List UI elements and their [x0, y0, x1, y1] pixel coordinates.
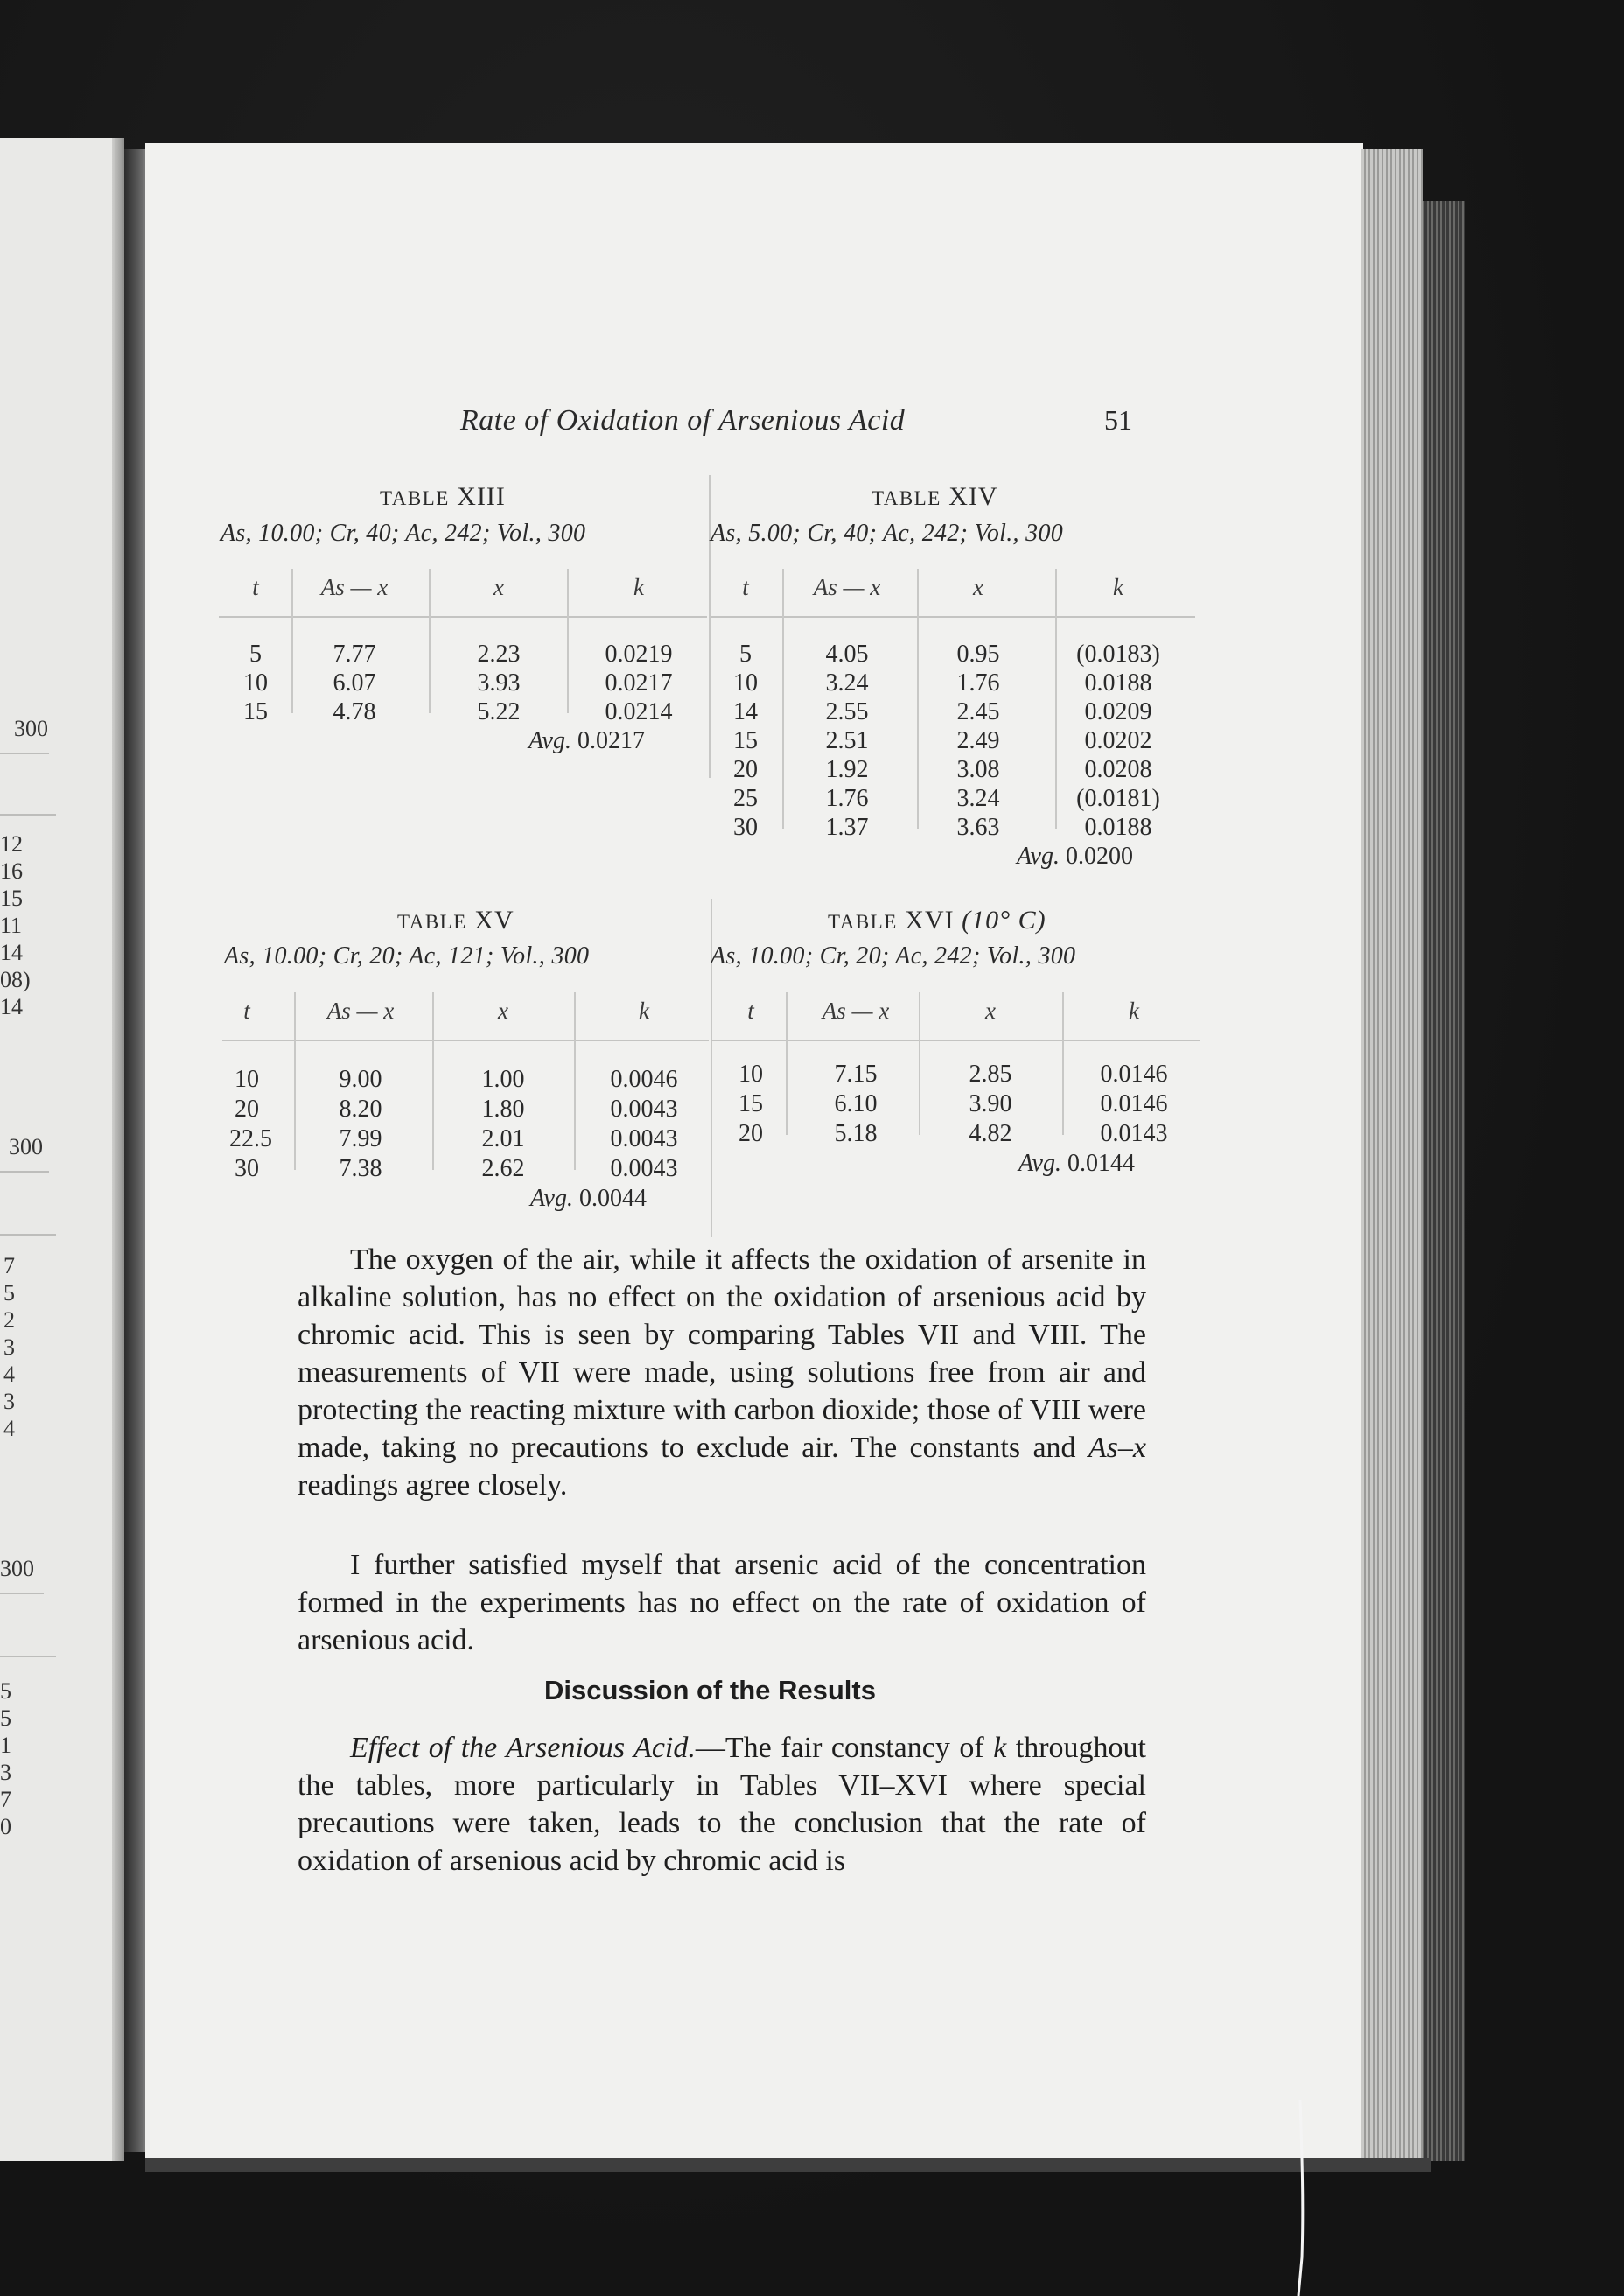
table-cell: 3.08	[956, 756, 1000, 783]
table-cell: 15	[243, 698, 268, 725]
table-title	[397, 906, 514, 935]
table-cell: 0.0146	[1100, 1060, 1168, 1088]
table-cell: 6.10	[834, 1090, 878, 1117]
page-number: 51	[1104, 404, 1132, 436]
left-page-number: 14	[0, 940, 23, 965]
table-title	[872, 482, 998, 512]
column-rule	[574, 992, 576, 1170]
table-cell: 1.80	[481, 1096, 525, 1123]
left-page-number: 08)	[0, 967, 31, 992]
left-page-number: 16	[0, 858, 23, 884]
table-parameters: As, 10.00; Cr, 40; Ac, 242; Vol., 300	[220, 520, 586, 547]
table-cell: 0.0146	[1100, 1090, 1168, 1117]
table-cell: 3.24	[956, 785, 1000, 812]
table-cell: 0.95	[956, 640, 1000, 668]
column-rule	[291, 569, 293, 713]
column-rule	[1055, 569, 1057, 829]
book-cover-edge	[145, 2158, 1432, 2172]
table-cell: 0.0143	[1100, 1120, 1168, 1147]
table-cell: 0.0188	[1084, 669, 1152, 696]
table-cell: 3.90	[969, 1090, 1012, 1117]
table-title-word: T	[380, 487, 392, 509]
table-cell: 5.22	[477, 698, 521, 725]
paragraph-2-text: I further satisfied myself that arsenic acid of the concentration formed in the experiments has no effect on the rate of oxidation of arsenious acid.	[298, 1549, 1146, 1656]
table-cell: 1.92	[825, 756, 869, 783]
paragraph-discussion	[298, 1729, 1146, 1880]
table-title-word-rest: ABLE	[883, 487, 942, 509]
table-cell: 1.37	[825, 814, 869, 841]
table-average	[530, 1185, 647, 1213]
table-cell: 0.0046	[610, 1066, 678, 1093]
column-header: x	[498, 998, 508, 1024]
column-header: As — x	[326, 998, 395, 1024]
left-page-vol: 300	[9, 1134, 43, 1159]
column-header: t	[243, 998, 250, 1024]
column-header: x	[494, 574, 504, 600]
average-value: 0.0217	[578, 727, 645, 754]
table-cell: 0.0208	[1084, 756, 1152, 783]
paragraph-3-k: k	[993, 1732, 1007, 1764]
left-page-number: 3	[0, 1760, 11, 1785]
column-header: k	[1129, 998, 1139, 1024]
left-page-rule	[0, 1234, 56, 1236]
table-cell: 2.49	[956, 727, 1000, 754]
average-label: Avg.	[530, 1185, 573, 1212]
table-parameters: As, 5.00; Cr, 40; Ac, 242; Vol., 300	[710, 520, 1064, 547]
average-label: Avg.	[1017, 843, 1060, 870]
left-page-number: 15	[0, 886, 23, 911]
table-cell: 2.23	[477, 640, 521, 668]
table-title-word-rest: ABLE	[409, 911, 467, 933]
average-value: 0.0200	[1066, 843, 1133, 870]
table-title-number: XVI	[905, 906, 955, 934]
left-page-number: 1	[0, 1732, 11, 1758]
column-header: k	[1113, 574, 1124, 600]
column-rule	[429, 569, 430, 713]
table-cell: 10	[234, 1066, 259, 1093]
table-cell: 2.45	[956, 698, 1000, 725]
table-title-word: T	[397, 911, 410, 933]
table-title-word-rest: ABLE	[839, 911, 898, 933]
column-header: k	[639, 998, 649, 1024]
table-cell: 5.18	[834, 1120, 878, 1147]
left-page-number: 2	[4, 1307, 15, 1333]
column-rule	[919, 992, 920, 1135]
table-cell: 0.0209	[1084, 698, 1152, 725]
left-page-number: 3	[4, 1334, 15, 1360]
column-rule	[294, 992, 296, 1170]
left-page-number: 3	[4, 1389, 15, 1414]
table-cell: 7.15	[834, 1060, 878, 1088]
table-cell: 15	[733, 727, 758, 754]
column-header: As — x	[822, 998, 890, 1024]
paragraph-3-text: —The fair constancy of	[695, 1732, 984, 1764]
table-cell: 1.76	[825, 785, 869, 812]
table-cell: 20	[733, 756, 758, 783]
table-cell: 0.0188	[1084, 814, 1152, 841]
column-header: x	[985, 998, 996, 1024]
table-cell: 7.38	[339, 1155, 382, 1182]
table-cell: 8.20	[339, 1096, 382, 1123]
table-title-extra: (10° C)	[962, 906, 1046, 934]
table-cell: 0.0214	[605, 698, 673, 725]
table-cell: 6.07	[332, 669, 376, 696]
table-cell: 2.62	[481, 1155, 525, 1182]
table-cell: (0.0181)	[1076, 785, 1160, 812]
left-page-number: 14	[0, 994, 23, 1019]
table-title-word: T	[872, 487, 884, 509]
average-value: 0.0144	[1068, 1150, 1135, 1177]
left-page-number: 5	[0, 1678, 11, 1704]
average-label: Avg.	[1018, 1150, 1061, 1177]
table-cell: 30	[733, 814, 758, 841]
table-cell: 3.93	[477, 669, 521, 696]
paragraph-1-end: readings agree closely.	[298, 1469, 568, 1502]
paragraph-1-italic: As–x	[1088, 1432, 1146, 1464]
table-cell: 0.0219	[605, 640, 673, 668]
table-cell: 0.0217	[605, 669, 673, 696]
table-cell: 7.99	[339, 1125, 382, 1152]
table-cell: (0.0183)	[1076, 640, 1160, 668]
table-title	[380, 482, 506, 512]
table-cell: 0.0043	[610, 1155, 678, 1182]
header-rule	[710, 1040, 1200, 1041]
table-cell: 4.82	[969, 1120, 1012, 1147]
table-cell: 2.55	[825, 698, 869, 725]
section-heading: Discussion of the Results	[544, 1675, 876, 1705]
left-page-number: 7	[0, 1787, 11, 1812]
table-average	[1018, 1150, 1135, 1178]
table-cell: 4.78	[332, 698, 376, 725]
table-cell: 0.0202	[1084, 727, 1152, 754]
left-page-shadow	[112, 138, 124, 2161]
table-cell: 30	[234, 1155, 259, 1182]
column-header: t	[742, 574, 749, 600]
paragraph-oxygen	[298, 1241, 1146, 1504]
table-cell: 25	[733, 785, 758, 812]
table-cell: 1.76	[956, 669, 1000, 696]
table-cell: 20	[234, 1096, 259, 1123]
table-title	[828, 906, 1046, 935]
table-cell: 2.01	[481, 1125, 525, 1152]
left-page-rule	[0, 1592, 44, 1594]
left-page-rule	[0, 814, 56, 816]
table-cell: 0.0043	[610, 1096, 678, 1123]
average-label: Avg.	[528, 727, 571, 754]
table-cell: 7.77	[332, 640, 376, 668]
table-cell: 10	[738, 1060, 763, 1088]
column-header: t	[747, 998, 754, 1024]
left-page-rule	[0, 752, 49, 754]
table-cell: 10	[243, 669, 268, 696]
table-title-word-rest: ABLE	[391, 487, 450, 509]
left-page-vol: 300	[0, 1556, 34, 1581]
page-edges-outer	[1423, 201, 1465, 2161]
column-rule	[1062, 992, 1064, 1135]
paragraph-3-rest: throughout the tables, more particularly in Tables VII–XVI where special precautions were taken, leads to the conclusion that the rate of oxidation of arsenious acid by chromic acid is	[298, 1732, 1146, 1877]
left-page-number: 7	[4, 1253, 15, 1278]
table-average	[528, 727, 645, 755]
table-cell: 14	[733, 698, 758, 725]
left-page-number: 4	[4, 1362, 15, 1387]
paragraph-arsenic-acid	[298, 1546, 1146, 1659]
column-rule	[567, 569, 569, 713]
table-cell: 20	[738, 1120, 763, 1147]
page-edges	[1362, 149, 1423, 2161]
left-page-number: 5	[0, 1705, 11, 1731]
table-cell: 4.05	[825, 640, 869, 668]
column-header: t	[252, 574, 259, 600]
table-cell: 5	[249, 640, 262, 668]
left-page-number: 11	[0, 913, 23, 938]
column-header: As — x	[813, 574, 881, 600]
book-gutter	[124, 149, 145, 2152]
table-average	[1017, 843, 1133, 871]
column-rule	[782, 569, 784, 829]
table-title-number: XIV	[948, 482, 998, 511]
table-parameters: As, 10.00; Cr, 20; Ac, 242; Vol., 300	[710, 942, 1076, 970]
left-page-rule	[0, 1656, 56, 1657]
paragraph-3-lead: Effect of the Arsenious Acid.	[350, 1732, 696, 1764]
table-cell: 3.24	[825, 669, 869, 696]
table-parameters: As, 10.00; Cr, 20; Ac, 121; Vol., 300	[224, 942, 590, 970]
left-page-number: 12	[0, 831, 23, 857]
paragraph-1-text: The oxygen of the air, while it affects the oxidation of arsenite in alkaline solution, has no effect on the oxidation of arsenious acid by chromic acid. This is seen by comparing Tables VII and VIII. The measurements of VII were made, using solutions free from air and protecting the reacting mixture with carbon dioxide; those of VIII were made, taking no precautions to exclude air. The constants and	[298, 1243, 1146, 1464]
table-cell: 22.5	[229, 1125, 272, 1152]
table-cell: 15	[738, 1090, 763, 1117]
column-rule	[432, 992, 434, 1170]
table-cell: 9.00	[339, 1066, 382, 1093]
left-page-rule	[0, 1171, 49, 1172]
running-head: Rate of Oxidation of Arsenious Acid	[460, 404, 906, 437]
column-header: k	[634, 574, 644, 600]
column-header: x	[973, 574, 984, 600]
left-page-number: 0	[0, 1814, 11, 1839]
table-title-number: XV	[474, 906, 514, 934]
left-page-vol: 300	[14, 716, 48, 741]
table-title-word: T	[828, 911, 840, 933]
table-cell: 2.85	[969, 1060, 1012, 1088]
column-header: As — x	[320, 574, 388, 600]
table-cell: 5	[739, 640, 752, 668]
table-cell: 1.00	[481, 1066, 525, 1093]
table-title-number: XIII	[457, 482, 506, 511]
average-value: 0.0044	[579, 1185, 647, 1212]
table-cell: 10	[733, 669, 758, 696]
table-cell: 2.51	[825, 727, 869, 754]
left-page-number: 5	[4, 1280, 15, 1306]
left-page-number: 4	[4, 1416, 15, 1441]
bookmark-ribbon	[1297, 2100, 1306, 2296]
table-cell: 3.63	[956, 814, 1000, 841]
column-rule	[786, 992, 788, 1135]
table-cell: 0.0043	[610, 1125, 678, 1152]
column-rule	[917, 569, 919, 829]
